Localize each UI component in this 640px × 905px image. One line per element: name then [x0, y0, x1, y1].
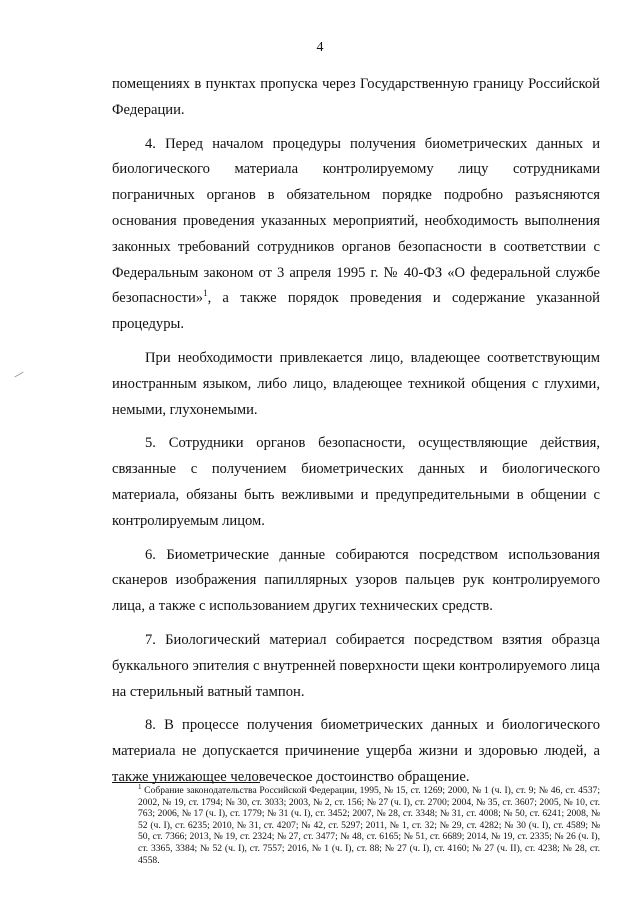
paragraph-7: 7. Биологический материал собирается посредством взятия образца буккального эпителия с внутренней поверхности щеки контролируемого лица на стерильный ватный тампон. — [112, 631, 600, 700]
footnote-text: Собрание законодательства Российской Федерации, 1995, № 15, ст. 1269; 2000, № 1 (ч. I), ст. 9; № 46, ст. 4537; 2002, № 19, ст. 1794; № 30, ст. 3033; 2003, № 2, ст. 156; № 27 (ч. I), ст. 2700; 2004, № 35, ст. 3607; 2005, № 10, ст. 763; 2006, № 17 (ч. I), ст. 1779; № 31 (ч. I), ст. 3452; 2007, № 28, ст. 3348; № 31, ст. 4008; № 50, ст. 6241; 2008, № 52 (ч. I), ст. 6235; 2010, № 31, ст. 4207; № 42, ст. 5297; 2011, № 1, ст. 32; № 29, ст. 4282; № 30 (ч. I), ст. 4589; № 50, ст. 7366; 2013, № 19, ст. 2324; № 27, ст. 3477; № 48, ст. 6165; № 51, ст. 6689; 2014, № 19, ст. 2335; № 26 (ч. I), ст. 3365, 3384; № 52 (ч. I), ст. 7557; 2016, № 1 (ч. I), ст. 88; № 27 (ч. I), ст. 4160; № 27 (ч. II), ст. 4238; № 28, ст. 4558. — [138, 785, 600, 866]
paragraph-4 — [112, 132, 600, 338]
footnote — [112, 782, 600, 866]
paragraph-5: 5. Сотрудники органов безопасности, осуществляющие действия, связанные с получением биометрических данных и биологического материала, обязаны быть вежливыми и предупредительными в общении с контролируемым лицом. — [112, 435, 600, 529]
paragraph-continuation: помещениях в пунктах пропуска через Государственную границу Российской Федерации. — [112, 76, 600, 118]
paragraph-4-interpreter: При необходимости привлекается лицо, владеющее соответствующим иностранным языком, либо лицо, владеющее техникой общения с глухими, немыми, глухонемыми. — [112, 349, 600, 418]
footnote-number: 1 — [138, 782, 142, 791]
footnote-separator — [112, 782, 260, 783]
footnote-content — [112, 782, 600, 866]
paragraph-4-text: 4. Перед началом процедуры получения биометрических данных и биологического материала контролируемому лицу сотрудниками пограничных органов в обязательном порядке подробно разъясняются основания проведения указанных мероприятий, необходимость выполнения законных требований сотрудников органов безопасности в соответствии с Федеральным законом от 3 апреля 1995 г. № 40-ФЗ «О федеральной службе безопасности» — [112, 135, 600, 307]
paragraph-6: 6. Биометрические данные собираются посредством использования сканеров изображения папиллярных узоров пальцев рук контролируемого лица, а также с использованием других технических средств. — [112, 546, 600, 615]
paragraph-8: 8. В процессе получения биометрических данных и биологического материала не допускается причинение ущерба жизни и здоровью людей, а также унижающее человеческое достоинство обращение. — [112, 717, 600, 785]
footnote-reference: 1 — [203, 288, 208, 299]
scan-artifact-mark — [14, 372, 23, 378]
paragraph-4-tail: , а также порядок проведения и содержание указанной процедуры. — [112, 290, 600, 333]
document-body — [112, 72, 600, 799]
page-number: 4 — [316, 40, 324, 55]
